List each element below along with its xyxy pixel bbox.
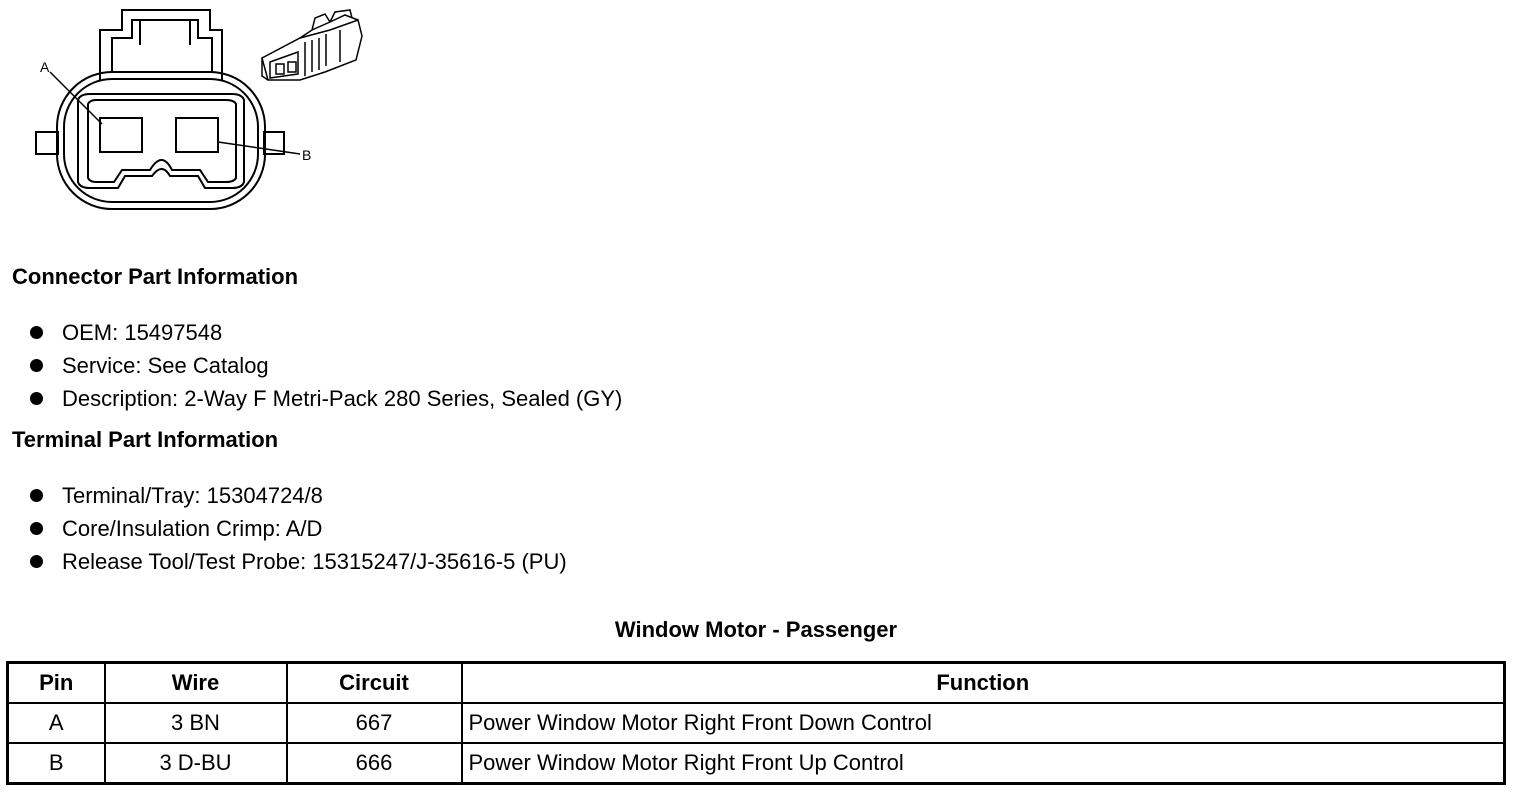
cell-function: Power Window Motor Right Front Down Control xyxy=(462,703,1505,743)
column-header-pin: Pin xyxy=(8,663,105,704)
list-item xyxy=(30,545,567,578)
callout-a-label: A xyxy=(40,59,50,75)
callout-b-label: B xyxy=(302,147,312,163)
table-header-row xyxy=(8,663,1505,704)
cell-circuit: 667 xyxy=(287,703,462,743)
list-item-text: Core/Insulation Crimp: A/D xyxy=(62,516,323,541)
list-item-text: OEM: 15497548 xyxy=(62,320,223,345)
connector-isometric-view xyxy=(262,10,362,80)
cell-circuit: 666 xyxy=(287,743,462,784)
connector-part-info-heading: Connector Part Information xyxy=(12,264,299,289)
table-row xyxy=(8,703,1505,743)
list-item-text: Description: 2-Way F Metri-Pack 280 Series, Sealed (GY) xyxy=(62,386,623,411)
column-header-wire: Wire xyxy=(105,663,287,704)
bullet-icon xyxy=(30,359,43,372)
list-item xyxy=(30,349,622,382)
list-item-text: Service: See Catalog xyxy=(62,353,269,378)
pinout-table-title: Window Motor - Passenger xyxy=(614,617,898,642)
bullet-icon xyxy=(30,555,43,568)
list-item xyxy=(30,316,622,349)
column-header-circuit: Circuit xyxy=(287,663,462,704)
cell-pin: A xyxy=(8,703,105,743)
connector-part-info-list xyxy=(30,316,622,415)
bullet-icon xyxy=(30,522,43,535)
pinout-table xyxy=(6,661,1506,785)
cell-wire: 3 D-BU xyxy=(105,743,287,784)
bullet-icon xyxy=(30,326,43,339)
list-item xyxy=(30,512,567,545)
bullet-icon xyxy=(30,392,43,405)
cell-function: Power Window Motor Right Front Up Control xyxy=(462,743,1505,784)
bullet-icon xyxy=(30,489,43,502)
list-item xyxy=(30,479,567,512)
connector-face-diagram xyxy=(0,0,380,230)
column-header-function: Function xyxy=(462,663,1505,704)
list-item xyxy=(30,382,622,415)
terminal-part-info-list xyxy=(30,479,567,578)
cell-pin: B xyxy=(8,743,105,784)
cell-wire: 3 BN xyxy=(105,703,287,743)
list-item-text: Release Tool/Test Probe: 15315247/J-35616-5 (PU) xyxy=(62,549,567,574)
table-row xyxy=(8,743,1505,784)
list-item-text: Terminal/Tray: 15304724/8 xyxy=(62,483,323,508)
terminal-part-info-heading: Terminal Part Information xyxy=(12,427,279,452)
